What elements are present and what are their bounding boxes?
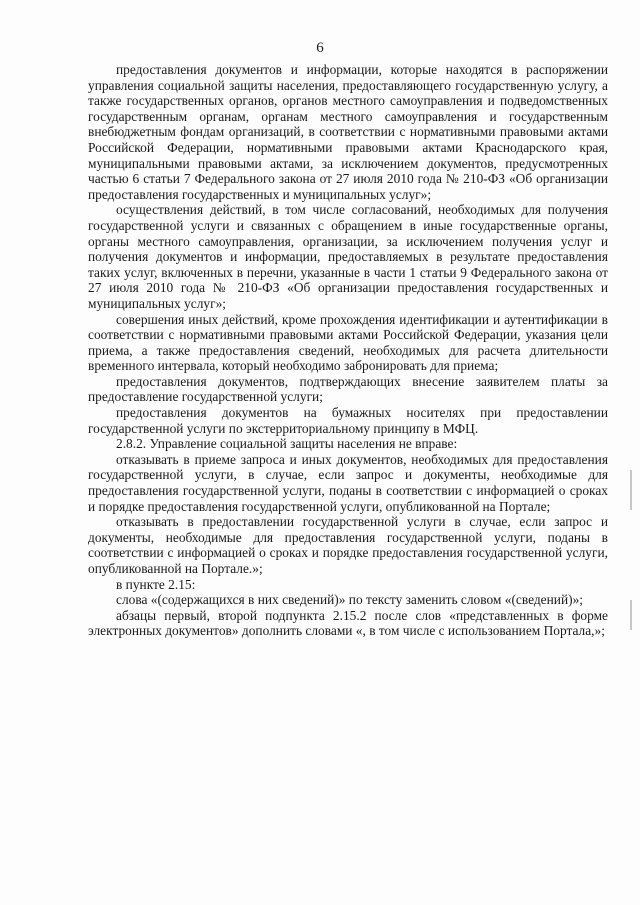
paragraph-documents-list: предоставления документов и информации, которые находятся в распоряжении управления социальной защиты населения, предоставляющего государственную услугу, а также государственных органов, органов местного самоуправления и подведомственных государственным органам, органам местного самоуправления и государственным внебюджетным фондам организаций, в соответствии с нормативными правовыми актами Российской Федерации, нормативными правовыми актами Краснодарского края, муниципальными правовыми актами, за исключением документов, предусмотренных частью 6 статьи 7 Федерального закона от 27 июля 2010 года № 210-ФЗ «Об организации предоставления государственных и муниципальных услуг»; [88, 62, 608, 202]
paragraph-add-words: абзацы первый, второй подпункта 2.15.2 после слов «представленных в форме электронных документов» дополнить словами «, в том числе с использованием Портала,»; [88, 607, 608, 639]
scan-edge-mark [630, 470, 632, 510]
paragraph-actions-approvals: осуществления действий, в том числе согласований, необходимых для получения государственной услуги и связанных с обращением в иные государственные органы, органы местного самоуправления, организации, за исключением получения услуг и получения документов и информации, предоставляемых в результате предоставления таких услуг, включенных в перечни, указанные в части 1 статьи 9 Федерального закона от 27 июля 2010 года № 210-ФЗ «Об организации предоставления государственных и муниципальных услуг»; [88, 202, 608, 311]
paragraph-refuse-reception: отказывать в приеме запроса и иных документов, необходимых для предоставления государственной услуги, в случае, если запрос и документы, необходимые для предоставления государственной услуги, поданы в соответствии с информацией о сроках и порядке предоставления государственной услуги, опубликованной на Портале; [88, 451, 608, 514]
page-number: 6 [316, 40, 324, 56]
paragraph-item-2-15: в пункте 2.15: [116, 576, 196, 592]
paragraph-payment-documents: предоставления документов, подтверждающих внесение заявителем платы за предоставление государственной услуги; [88, 373, 608, 405]
paragraph-other-actions: совершения иных действий, кроме прохождения идентификации и аутентификации в соответствии с нормативными правовыми актами Российской Федерации, указания цели приема, а также предоставления сведений, необходимых для расчета длительности временного интервала, который необходимо забронировать для приема; [88, 311, 608, 374]
paragraph-replace-words: слова «(содержащихся в них сведений)» по тексту заменить словом «(сведений)»; [116, 592, 583, 608]
paragraph-refuse-service: отказывать в предоставлении государственной услуги в случае, если запрос и документы, необходимые для предоставления государственной услуги, поданы в соответствии с информацией о сроках и порядке предоставления государственной услуги, опубликованной на Портале.»; [88, 514, 608, 576]
scan-edge-mark [630, 600, 632, 630]
document-body [88, 62, 608, 639]
paragraph-section-2-8-2: 2.8.2. Управление социальной защиты населения не вправе: [116, 436, 458, 452]
paragraph-paper-documents: предоставления документов на бумажных носителях при предоставлении государственной услуги по экстерриториальному принципу в МФЦ. [88, 405, 608, 436]
